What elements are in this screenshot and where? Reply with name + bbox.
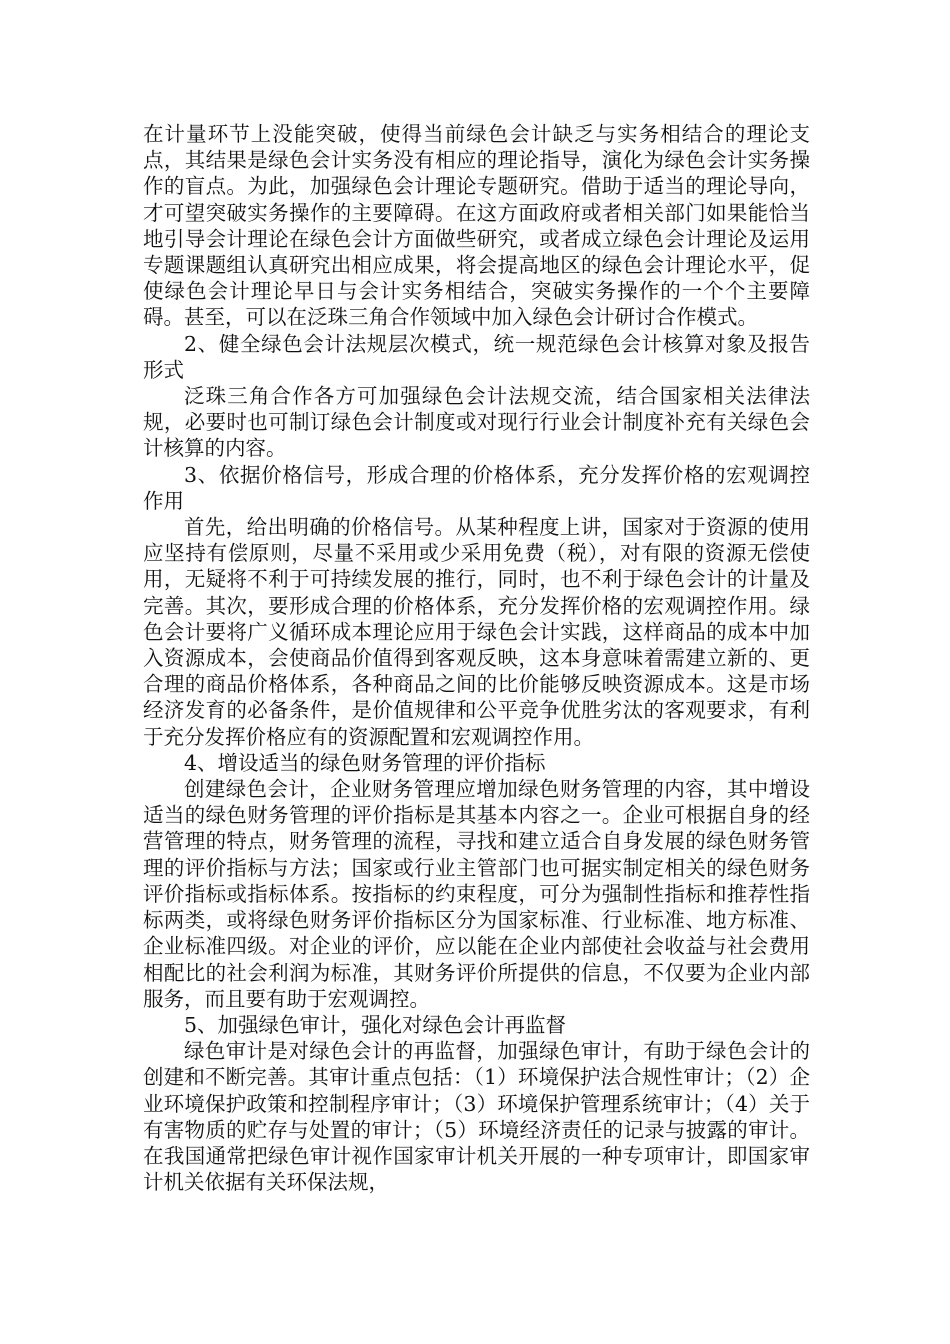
paragraph-section-3: 首先，给出明确的价格信号。从某种程度上讲，国家对于资源的使用应坚持有偿原则，尽量不采用或少采用免费（税），对有限的资源无偿使用，无疑将不利于可持续发展的推行，同时，也不利于绿色会计的计量及完善。其次，要形成合理的价格体系，充分发挥价格的宏观调控作用。绿色会计要将广义循环成本理论应用于绿色会计实践，这样商品的成本中加入资源成本，会使商品价值得到客观反映，这本身意味着需建立新的、更合理的商品价格体系，各种商品之间的比价能够反映资源成本。这是市场经济发育的必备条件，是价值规律和公平竞争优胜劣汰的客观要求，有利于充分发挥价格应有的资源配置和宏观调控作用。	[143, 515, 810, 749]
paragraph-continued-body: 在计量环节上没能突破，使得当前绿色会计缺乏与实务相结合的理论支点，其结果是绿色会计实务没有相应的理论指导，演化为绿色会计实务操作的盲点。为此，加强绿色会计理论专题研究。借助于适当的理论导向，才可望突破实务操作的主要障碍。在这方面政府或者相关部门如果能恰当地引导会计理论在绿色会计方面做些研究，或者成立绿色会计理论及运用专题课题组认真研究出相应成果，将会提高地区的绿色会计理论水平，促使绿色会计理论早日与会计实务相结合，突破实务操作的一个个主要障碍。甚至，可以在泛珠三角合作领域中加入绿色会计研讨合作模式。	[143, 122, 810, 330]
paragraph-section-4: 创建绿色会计，企业财务管理应增加绿色财务管理的内容，其中增设适当的绿色财务管理的评价指标是其基本内容之一。企业可根据自身的经营管理的特点，财务管理的流程，寻找和建立适合自身发展的绿色财务管理的评价指标与方法；国家或行业主管部门也可据实制定相关的绿色财务评价指标或指标体系。按指标的约束程度，可分为强制性指标和推荐性指标两类，或将绿色财务评价指标区分为国家标准、行业标准、地方标准、企业标准四级。对企业的评价，应以能在企业内部使社会收益与社会费用相配比的社会利润为标准，其财务评价所提供的信息，不仅要为企业内部服务，而且要有助于宏观调控。	[143, 777, 810, 1011]
paragraph-section-2: 泛珠三角合作各方可加强绿色会计法规交流，结合国家相关法律法规，必要时也可制订绿色会计制度或对现行行业会计制度补充有关绿色会计核算的内容。	[143, 384, 810, 461]
paragraph-section-5: 绿色审计是对绿色会计的再监督，加强绿色审计，有助于绿色会计的创建和不断完善。其审计重点包括：（1）环境保护法合规性审计；（2）企业环境保护政策和控制程序审计；（3）环境保护管理系统审计；（4）关于有害物质的贮存与处置的审计；（5）环境经济责任的记录与披露的审计。在我国通常把绿色审计视作国家审计机关开展的一种专项审计，即国家审计机关依据有关环保法规，	[143, 1039, 810, 1195]
section-heading-3: 3、依据价格信号，形成合理的价格体系，充分发挥价格的宏观调控作用	[143, 462, 810, 513]
document-body	[143, 121, 810, 1195]
section-heading-5: 5、加强绿色审计，强化对绿色会计再监督	[184, 1012, 567, 1037]
section-heading-2: 2、健全绿色会计法规层次模式，统一规范绿色会计核算对象及报告形式	[143, 331, 810, 382]
section-heading-4: 4、增设适当的绿色财务管理的评价指标	[184, 750, 546, 775]
